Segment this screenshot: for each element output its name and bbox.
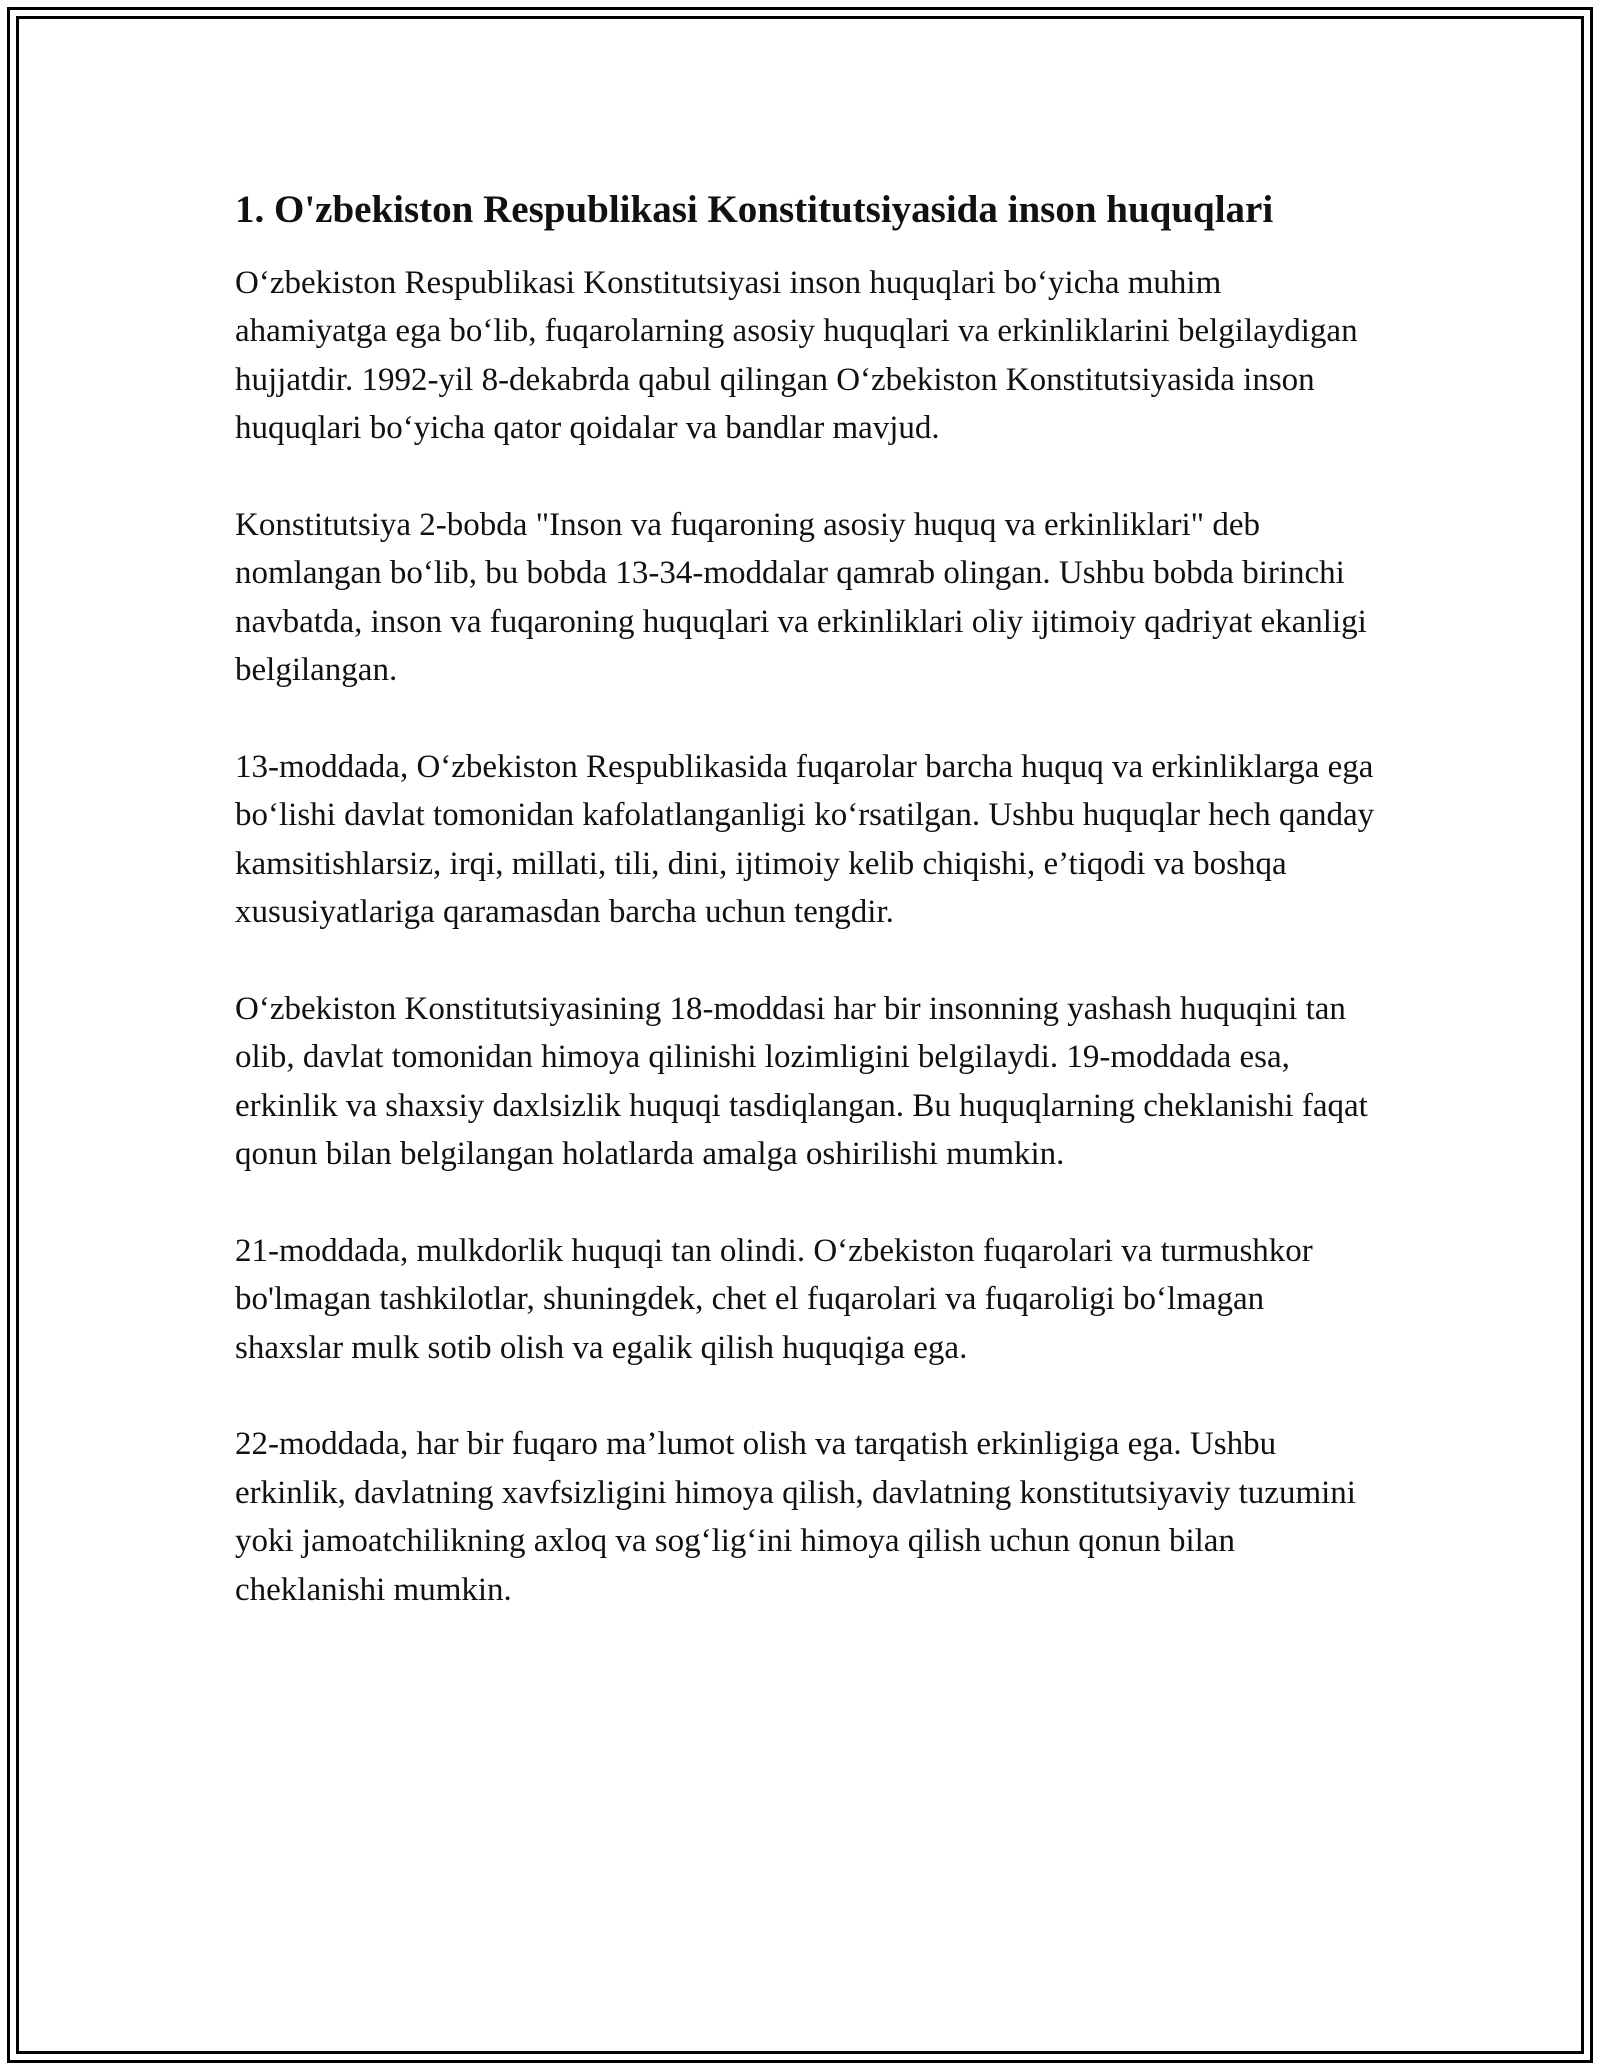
paragraph-article-21: 21-moddada, mulkdorlik huquqi tan olindi. O‘zbekiston fuqarolari va turmushkor bo'lmagan tashkilotlar, shuningdek, chet el fuqarolari va fuqaroligi bo‘lmagan shaxslar mulk sotib olish va egalik qilish huquqiga ega. [235, 1232, 1313, 1366]
paragraph-article-13: 13-moddada, O‘zbekiston Respublikasida fuqarolar barcha huquq va erkinliklarga ega bo‘lishi davlat tomonidan kafolatlanganligi ko‘rsatilgan. Ushbu huquqlar hech qanday kamsitishlarsiz, irqi, millati, tili, dini, ijtimoiy kelib chiqishi, e’tiqodi va boshqa xususiyatlariga qaramasdan barcha uchun tengdir. [235, 748, 1375, 931]
paragraph-chapter-2: Konstitutsiya 2-bobda "Inson va fuqaroning asosiy huquq va erkinliklari" deb nomlangan bo‘lib, bu bobda 13-34-moddalar qamrab olingan. Ushbu bobda birinchi navbatda, inson va fuqaroning huquqlari va erkinliklari oliy ijtimoiy qadriyat ekanligi belgilangan. [235, 506, 1367, 689]
paragraph-article-22: 22-moddada, har bir fuqaro ma’lumot olish va tarqatish erkinligiga ega. Ushbu erkinlik, davlatning xavfsizligini himoya qilish, davlatning konstitutsiyaviy tuzumini yoki jamoatchilikning axloq va sog‘lig‘ini himoya qilish uchun qonun bilan cheklanishi mumkin. [235, 1426, 1356, 1608]
section-heading: 1. O'zbekiston Respublikasi Konstitutsiyasida inson huquqlari [235, 188, 1274, 231]
paragraph-intro: O‘zbekiston Respublikasi Konstitutsiyasi inson huquqlari bo‘yicha muhim ahamiyatga ega bo‘lib, fuqarolarning asosiy huquqlari va erkinliklarini belgilaydigan hujjatdir. 1992-yil 8-dekabrda qabul qilingan O‘zbekiston Konstitutsiyasida inson huquqlari bo‘yicha qator qoidalar va bandlar mavjud. [235, 264, 1358, 447]
document-body [235, 185, 1375, 1662]
paragraph-article-18-19: O‘zbekiston Konstitutsiyasining 18-moddasi har bir insonning yashash huquqini tan olib, davlat tomonidan himoya qilinishi lozimligini belgilaydi. 19-moddada esa, erkinlik va shaxsiy daxlsizlik huquqi tasdiqlangan. Bu huquqlarning cheklanishi faqat qonun bilan belgilangan holatlarda amalga oshirilishi mumkin. [235, 990, 1368, 1173]
